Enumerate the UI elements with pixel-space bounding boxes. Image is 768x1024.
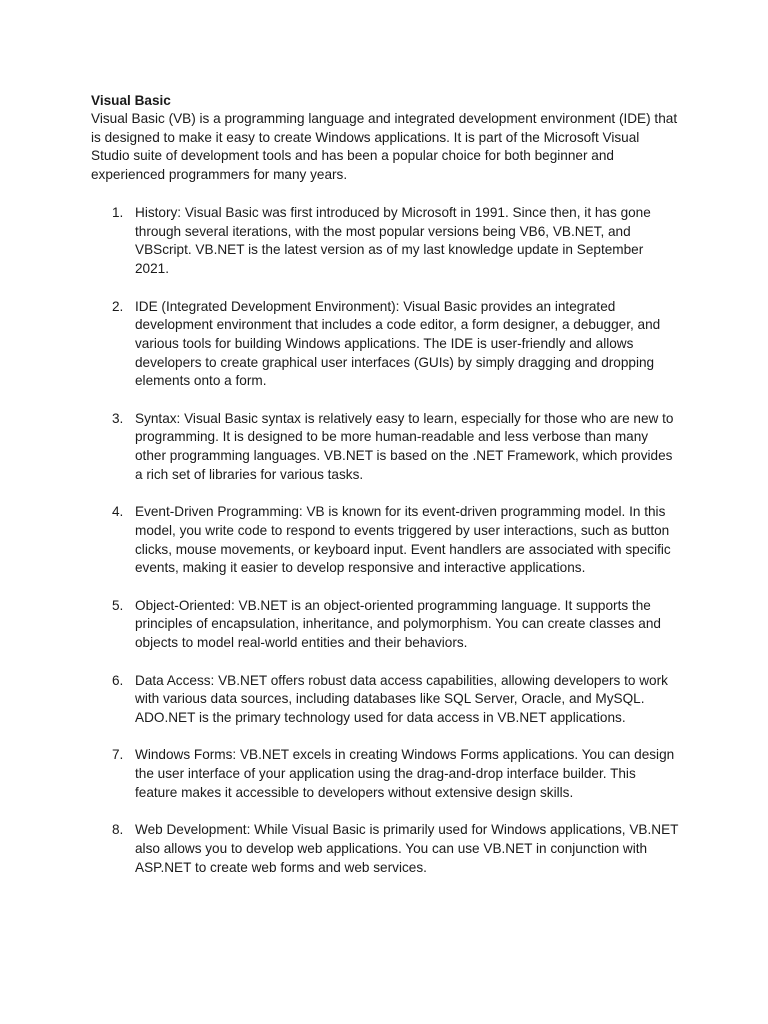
list-item-number: 5. [112,597,124,613]
list-item-number: 1. [112,205,124,220]
intro-paragraph: Visual Basic (VB) is a programming language and integrated development environment (IDE) that is designed to make it easy to create Windows applications. It is part of the Microsoft Visual Studio suite of development tools and has been a popular choice for both beginner and experienced programmers for many years. [91,111,678,183]
list-item [91,503,681,578]
list-item-number: 4. [112,504,124,520]
list-item-number: 7. [112,747,124,763]
list-item-text: Event-Driven Programming: VB is known for its event-driven programming model. In this model, you write code to respond to events triggered by user interactions, such as button clicks, mouse movements, or keyboard input. Event handlers are associated with specific events, making it easier to develop responsive and interactive applications. [135,504,671,576]
list-item [91,672,681,728]
list-item [91,204,681,279]
list-item-number: 3. [112,410,124,426]
list-item-number: 8. [112,822,124,838]
list-item-text: Syntax: Visual Basic syntax is relatively easy to learn, especially for those who are new to programming. It is designed to be more human-readable and less verbose than many other programming languages. VB.NET is based on the .NET Framework, which provides a rich set of libraries for various tasks. [135,410,674,482]
list-item-text: Object-Oriented: VB.NET is an object-oriented programming language. It supports the principles of encapsulation, inheritance, and polymorphism. You can create classes and objects to model real-world entities and their behaviors. [135,597,661,651]
list-item-text: History: Visual Basic was first introduced by Microsoft in 1991. Since then, it has gone through several iterations, with the most popular versions being VB6, VB.NET, and VBScript. VB.NET is the latest version as of my last knowledge update in September 2021. [135,205,651,277]
numbered-list [91,204,681,896]
list-item-number: 6. [112,672,124,688]
list-item-text: IDE (Integrated Development Environment): Visual Basic provides an integrated development environment that includes a code editor, a form designer, a debugger, and various tools for building Windows applications. The IDE is user-friendly and allows developers to create graphical user interfaces (GUIs) by simply dragging and dropping elements onto a form. [135,298,661,389]
list-item-number: 2. [112,298,124,314]
list-item [91,821,681,877]
list-item [91,298,681,392]
list-item [91,746,681,802]
list-item-text: Windows Forms: VB.NET excels in creating Windows Forms applications. You can design the user interface of your application using the drag-and-drop interface builder. This feature makes it accessible to developers without extensive design skills. [135,747,675,800]
list-item-text: Data Access: VB.NET offers robust data access capabilities, allowing developers to work with various data sources, including databases like SQL Server, Oracle, and MySQL. ADO.NET is the primary technology used for data access in VB.NET applications. [135,672,668,725]
list-item-text: Web Development: While Visual Basic is primarily used for Windows applications, VB.NET also allows you to develop web applications. You can use VB.NET in conjunction with ASP.NET to create web forms and web services. [135,822,679,875]
list-item [91,410,681,485]
list-item [91,597,681,653]
document-title: Visual Basic [91,93,171,108]
